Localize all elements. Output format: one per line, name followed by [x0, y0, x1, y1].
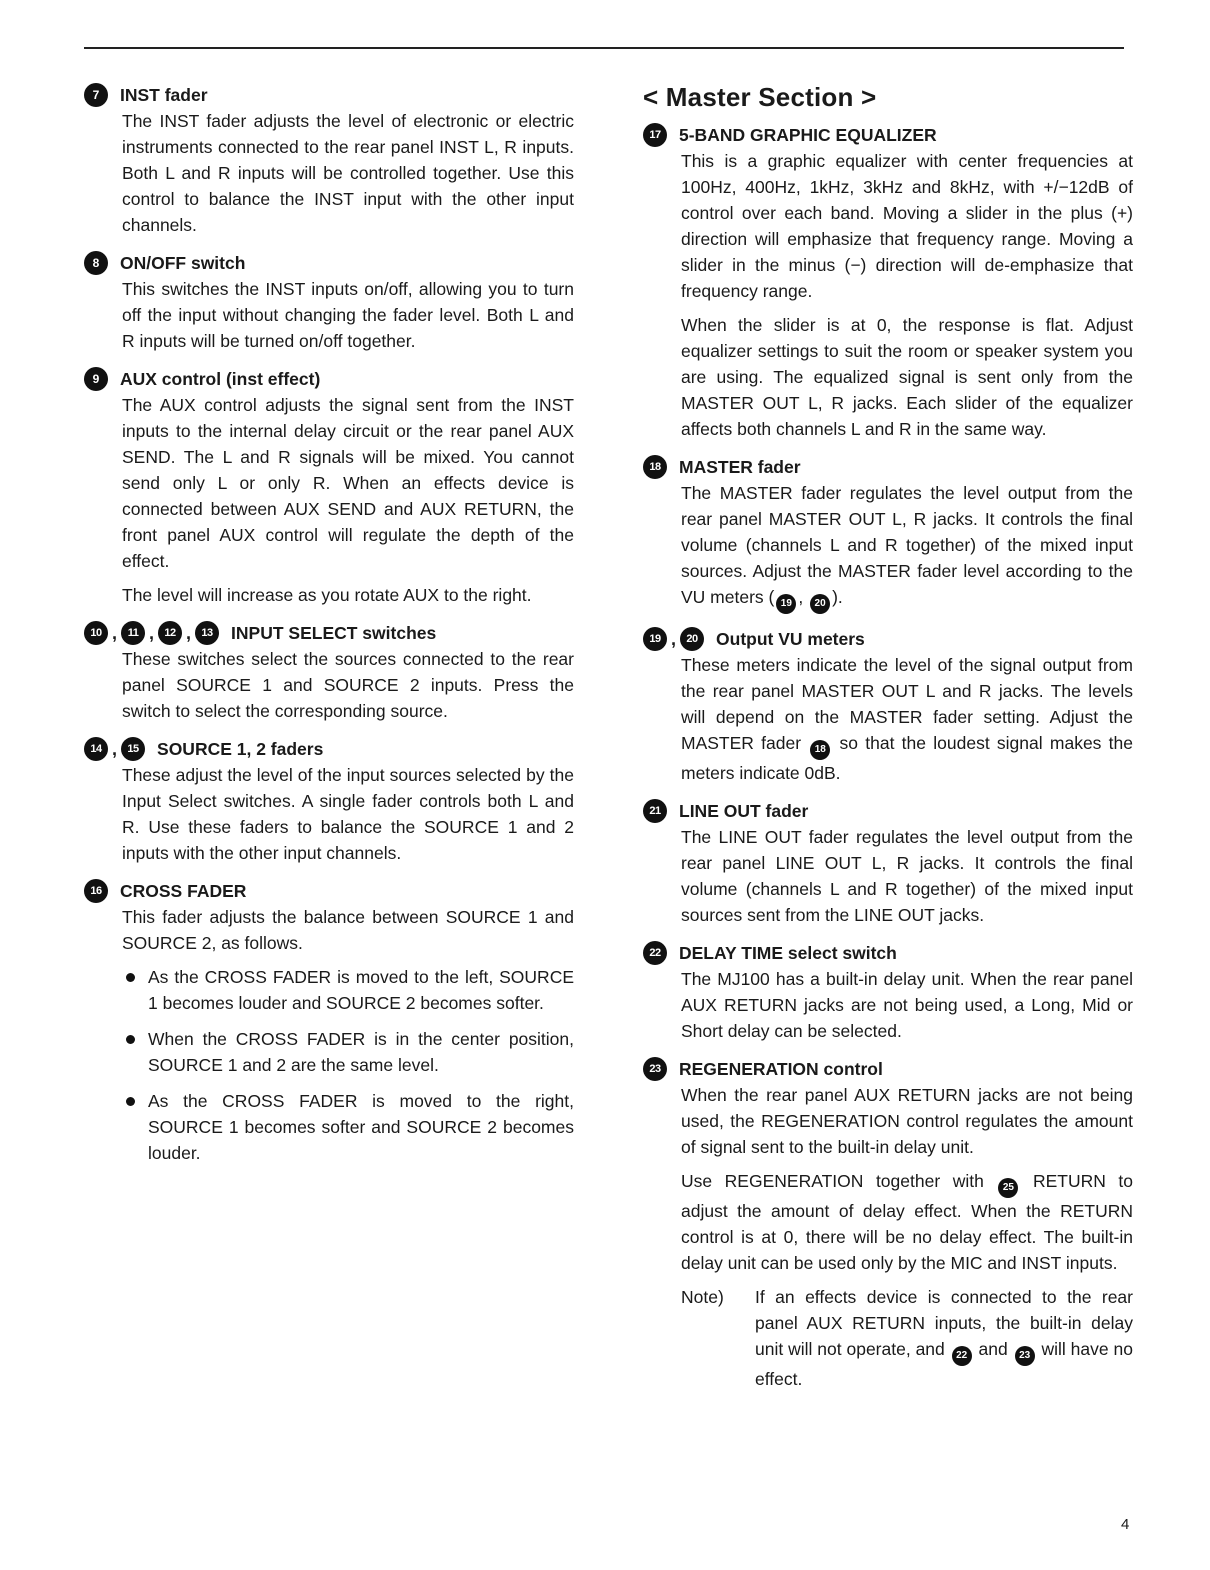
section-title: < Master Section > [643, 82, 877, 112]
bullet-icon [126, 973, 135, 982]
badge-number-icon: 15 [121, 737, 145, 761]
badge-number-icon: 23 [643, 1057, 667, 1081]
item-cross-fader [84, 878, 574, 1166]
item-body: This fader adjusts the balance between SOURCE 1 and SOURCE 2, as follows. [122, 907, 574, 953]
item-source-faders: 14 , 15 SOURCE 1, 2 faders These adjust the level of the input sources selected by the Input Select switches. A single fader controls both L and R. Use these faders to balance the SOURCE 1 and 2 inputs with the other input channels. [84, 736, 574, 866]
item-aux-control [84, 366, 574, 608]
item-delay-time [643, 940, 1133, 1044]
item-title: INPUT SELECT switches [231, 623, 437, 643]
note-label: Note) [681, 1287, 724, 1307]
item-title: DELAY TIME select switch [679, 943, 897, 963]
bullet-list [122, 964, 574, 1166]
item-onoff-switch [84, 250, 574, 354]
item-body: The MASTER fader regulates the level output from the rear panel MASTER OUT L, R jacks. It controls the final volume (channels L and R together) of the mixed input sources. Adjust the MASTER fader level according to the VU meters ( 19 , 20 ). [681, 480, 1133, 614]
list-item: As the CROSS FADER is moved to the left, SOURCE 1 becomes louder and SOURCE 2 becomes softer. [122, 964, 574, 1016]
item-input-select: 10 , 11 , 12 , 13 INPUT SELECT switches These switches select the sources connected to the rear panel SOURCE 1 and SOURCE 2 inputs. Press the switch to select the corresponding source. [84, 620, 574, 724]
ref-number-icon: 18 [810, 740, 830, 760]
bullet-icon [126, 1035, 135, 1044]
item-body: The MJ100 has a built-in delay unit. When the rear panel AUX RETURN jacks are not being used, a Long, Mid or Short delay can be selected. [681, 969, 1133, 1041]
item-body: This is a graphic equalizer with center frequencies at 100Hz, 400Hz, 1kHz, 3kHz and 8kHz, with +/−12dB of control over each band. Moving a slider in the plus (+) direction will emphasize that frequency range. Moving a slider in the minus (−) direction will de-emphasize that frequency range. [681, 151, 1133, 301]
item-body: The INST fader adjusts the level of electronic or electric instruments connected to the rear panel INST L, R inputs. Both L and R inputs will be controlled together. Use this control to balance the INST input with the other input channels. [122, 111, 574, 235]
left-column [84, 82, 574, 1178]
item-title: ON/OFF switch [120, 253, 246, 273]
item-title: AUX control (inst effect) [120, 369, 321, 389]
item-title: REGENERATION control [679, 1059, 883, 1079]
note-text: If an effects device is connected to the rear panel AUX RETURN inputs, the built-in delay unit will not operate, and 22 and 23 will have no effect. [755, 1287, 1133, 1389]
item-body: The LINE OUT fader regulates the level output from the rear panel LINE OUT L, R jacks. It controls the final volume (channels L and R together) of the mixed input sources sent from the LINE OUT jacks. [681, 827, 1133, 925]
bullet-icon [126, 1097, 135, 1106]
ref-number-icon: 23 [1015, 1346, 1035, 1366]
ref-number-icon: 19 [776, 594, 796, 614]
item-inst-fader [84, 82, 574, 238]
item-body: When the slider is at 0, the response is flat. Adjust equalizer settings to suit the room or speaker system you are using. The equalized signal is sent only from the MASTER OUT L, R jacks. Each slider of the equalizer affects both channels L and R in the same way. [681, 315, 1133, 439]
item-regeneration [643, 1056, 1133, 1392]
item-body: When the rear panel AUX RETURN jacks are not being used, the REGENERATION control regulates the amount of signal sent to the built-in delay unit. [681, 1085, 1133, 1157]
item-body: This switches the INST inputs on/off, allowing you to turn off the input without changing the fader level. Both L and R inputs will be turned on/off together. [122, 279, 574, 351]
badge-number-icon: 16 [84, 879, 108, 903]
badge-number-icon: 14 [84, 737, 108, 761]
item-body: Use REGENERATION together with 25 RETURN to adjust the amount of delay effect. When the RETURN control is at 0, there will be no delay effect. The built-in delay unit can be used only by the MIC and INST inputs. [681, 1171, 1134, 1273]
badge-number-icon: 17 [643, 123, 667, 147]
badge-number-icon: 18 [643, 455, 667, 479]
badge-number-icon: 19 [643, 627, 667, 651]
item-vu-meters: 19 , 20 Output VU meters These meters indicate the level of the signal output from the rear panel MASTER OUT L and R jacks. The levels will depend on the MASTER fader setting. Adjust the MASTER fader 18 so that the loudest signal makes the meters indicate 0dB. [643, 626, 1133, 786]
badge-number-icon: 9 [84, 367, 108, 391]
item-body: The AUX control adjusts the signal sent from the INST inputs to the internal delay circuit or the rear panel AUX SEND. The L and R signals will be mixed. You cannot send only L or only R. When an effects device is connected between AUX SEND and AUX RETURN, the front panel AUX control will regulate the depth of the effect. [122, 395, 574, 571]
badge-number-icon: 10 [84, 621, 108, 645]
page-number: 4 [1121, 1516, 1130, 1533]
item-body: These meters indicate the level of the signal output from the rear panel MASTER OUT L and R jacks. The levels will depend on the MASTER fader setting. Adjust the MASTER fader 18 so that the loudest signal makes the meters indicate 0dB. [681, 655, 1133, 783]
badge-number-icon: 7 [84, 83, 108, 107]
item-title: SOURCE 1, 2 faders [157, 739, 324, 759]
badge-number-icon: 22 [643, 941, 667, 965]
item-title: Output VU meters [716, 629, 865, 649]
item-title: INST fader [120, 85, 208, 105]
item-line-out-fader [643, 798, 1133, 928]
list-item: As the CROSS FADER is moved to the right, SOURCE 1 becomes softer and SOURCE 2 becomes louder. [122, 1088, 574, 1166]
item-body: These switches select the sources connected to the rear panel SOURCE 1 and SOURCE 2 inputs. Press the switch to select the corresponding source. [122, 649, 574, 721]
badge-number-icon: 11 [121, 621, 145, 645]
item-body: The level will increase as you rotate AUX to the right. [122, 585, 532, 605]
item-title: LINE OUT fader [679, 801, 809, 821]
item-master-fader [643, 454, 1133, 614]
item-graphic-eq [643, 122, 1133, 442]
badge-number-icon: 21 [643, 799, 667, 823]
list-item: When the CROSS FADER is in the center position, SOURCE 1 and 2 are the same level. [122, 1026, 574, 1078]
right-column [643, 82, 1133, 1404]
badge-number-icon: 12 [158, 621, 182, 645]
header-rule [84, 47, 1124, 49]
badge-number-icon: 13 [195, 621, 219, 645]
ref-number-icon: 25 [998, 1178, 1018, 1198]
item-title: 5-BAND GRAPHIC EQUALIZER [679, 125, 937, 145]
item-title: CROSS FADER [120, 881, 247, 901]
ref-number-icon: 20 [810, 594, 830, 614]
badge-number-icon: 20 [680, 627, 704, 651]
ref-number-icon: 22 [952, 1346, 972, 1366]
badge-number-icon: 8 [84, 251, 108, 275]
note [681, 1284, 1133, 1392]
item-title: MASTER fader [679, 457, 801, 477]
item-body: These adjust the level of the input sources selected by the Input Select switches. A single fader controls both L and R. Use these faders to balance the SOURCE 1 and 2 inputs with the other input channels. [122, 765, 574, 863]
